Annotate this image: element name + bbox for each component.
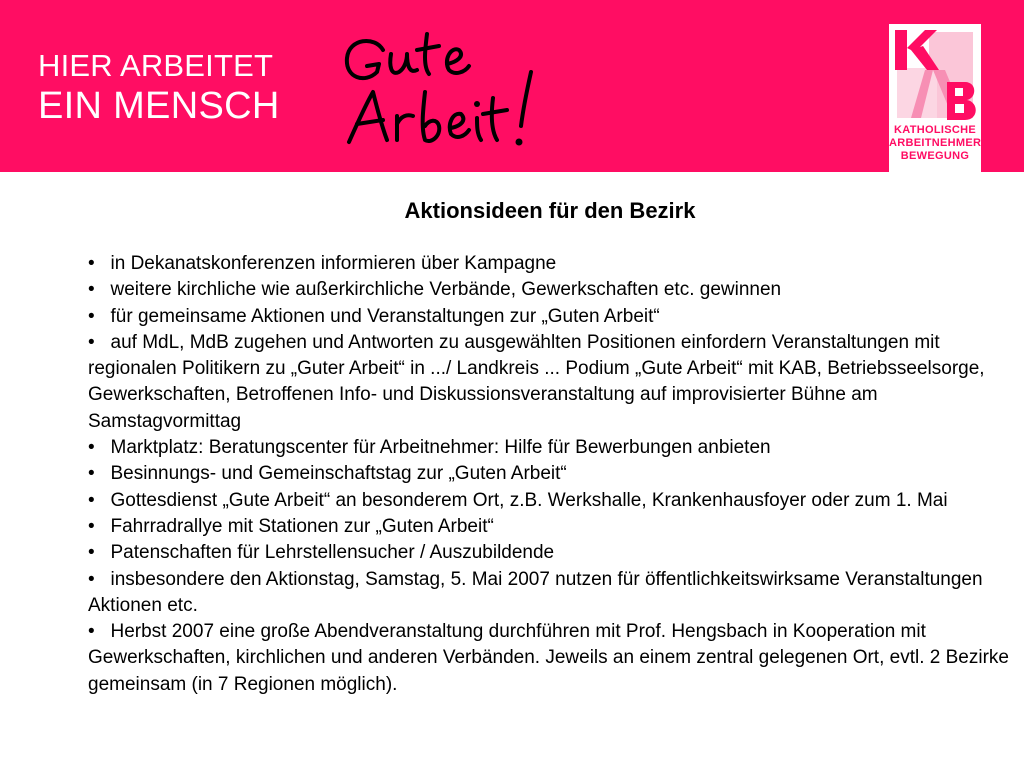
- list-item: [88, 514, 1018, 540]
- list-item-text: in Dekanatskonferenzen informieren über Kampagne: [110, 253, 557, 274]
- bullet-icon: •: [88, 279, 95, 301]
- list-item-text: Fahrradrallye mit Stationen zur „Guten Arbeit“: [110, 515, 494, 537]
- bullet-icon: •: [88, 568, 95, 590]
- bullet-icon: •: [88, 305, 95, 327]
- list-item: [88, 567, 1018, 620]
- bullet-icon: •: [88, 542, 95, 564]
- list-item: [88, 540, 1018, 566]
- list-item: [88, 330, 1018, 435]
- bullet-icon: •: [88, 489, 95, 511]
- bullet-icon: •: [88, 331, 95, 353]
- list-item-text: insbesondere den Aktionstag, Samstag, 5. Mai 2007 nutzen für öffentlichkeitswirksame Veranstaltungen Aktionen etc.: [88, 568, 983, 616]
- list-item: [88, 304, 1018, 330]
- header-banner: [0, 0, 1024, 172]
- tagline-line-2: EIN MENSCH: [38, 85, 280, 127]
- bullet-icon: •: [88, 437, 95, 459]
- kab-letters-icon: [889, 24, 981, 124]
- list-item-text: auf MdL, MdB zugehen und Antworten zu ausgewählten Positionen einfordern Veranstaltungen mit regionalen Politikern zu „Guter Arbeit“ in .../ Landkreis ... Podium „Gute Arbeit“ mit KAB, Betriebsseelsorge, Gewerkschaften, Betroffenen Info- und Diskussionsveranstaltung auf improvisierter Bühne am Samstagvormittag: [88, 331, 985, 432]
- kab-name-line-3: BEWEGUNG: [900, 150, 970, 162]
- bullet-icon: •: [88, 463, 95, 485]
- kab-logo: [889, 24, 986, 172]
- list-item-text: weitere kirchliche wie außerkirchliche Verbände, Gewerkschaften etc. gewinnen: [110, 279, 782, 301]
- bullet-icon: •: [88, 515, 95, 537]
- kab-org-name: [889, 124, 986, 163]
- kab-name-line-2: ARBEITNEHMER-: [889, 137, 986, 149]
- list-item-text: Gottesdienst „Gute Arbeit“ an besonderem Ort, z.B. Werkshalle, Krankenhausfoyer oder zum 1. Mai: [110, 489, 948, 511]
- list-item-text: Besinnungs- und Gemeinschaftstag zur „Guten Arbeit“: [110, 463, 567, 485]
- action-ideas-list: [88, 251, 1018, 698]
- list-item-text: für gemeinsame Aktionen und Veranstaltungen zur „Guten Arbeit“: [110, 305, 660, 327]
- list-item: [88, 277, 1018, 303]
- gute-arbeit-logo: [335, 20, 560, 155]
- list-item-text: Marktplatz: Beratungscenter für Arbeitnehmer: Hilfe für Bewerbungen anbieten: [110, 437, 771, 459]
- list-item-text: Patenschaften für Lehrstellensucher / Auszubildende: [110, 542, 555, 564]
- bullet-icon: •: [88, 253, 95, 274]
- kab-name-line-1: KATHOLISCHE: [894, 124, 976, 136]
- list-item: [88, 488, 1018, 514]
- tagline-line-1: HIER ARBEITET: [38, 48, 274, 83]
- list-item: [88, 461, 1018, 487]
- list-item: [88, 619, 1018, 698]
- page-title: Aktionsideen für den Bezirk: [404, 198, 696, 223]
- bullet-icon: •: [88, 621, 95, 643]
- list-item: [88, 435, 1018, 461]
- tagline: [38, 50, 280, 125]
- list-item: [88, 251, 1018, 277]
- list-item-text: Herbst 2007 eine große Abendveranstaltung durchführen mit Prof. Hengsbach in Kooperation mit Gewerkschaften, kirchlichen und anderen Verbänden. Jeweils an einem zentral gelegenen Ort, evtl. 2 Bezirke gemeinsam (in 7 Regionen möglich).: [88, 621, 1009, 695]
